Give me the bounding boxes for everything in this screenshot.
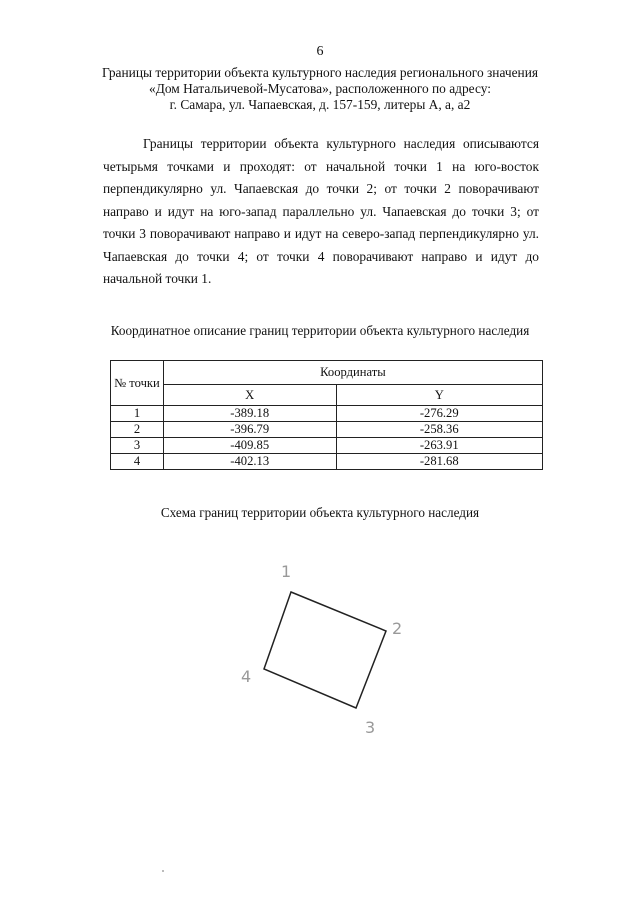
point-number-header: № точки [111, 361, 164, 406]
boundary-polygon [264, 592, 386, 708]
boundary-description: Границы территории объекта культурного наследия описываются четырьмя точками и проходят: от начальной точки 1 на юго-восток перпендикулярно ул. Чапаевская до точки 2; от точки 2 поворачивают направо и идут на юго-запад параллельно ул. Чапаевская до точки 3; от точки 3 поворачивают направо и идут на северо-запад перпендикулярно ул. Чапаевская до точки 4; от точки 4 поворачивают направо и идут до начальной точки 1. [103, 136, 539, 286]
page-number: 6 [316, 44, 324, 59]
x-cell: -389.18 [163, 406, 336, 422]
table-row [111, 454, 543, 470]
scan-speck [162, 870, 164, 872]
y-cell: -281.68 [336, 454, 543, 470]
document-title [60, 65, 580, 113]
table-caption: Координатное описание границ территории объекта культурного наследия [110, 323, 530, 338]
point-cell: 3 [111, 438, 164, 454]
point-label-1: 1 [281, 562, 292, 581]
y-cell: -276.29 [336, 406, 543, 422]
point-label-2: 2 [392, 619, 403, 638]
x-header: X [163, 385, 336, 406]
y-cell: -258.36 [336, 422, 543, 438]
point-label-3: 3 [365, 718, 376, 737]
x-cell: -409.85 [163, 438, 336, 454]
point-cell: 2 [111, 422, 164, 438]
title-line-2: «Дом Натальичевой-Мусатова», расположенного по адресу: [149, 81, 491, 96]
point-cell: 4 [111, 454, 164, 470]
boundary-scheme [225, 555, 425, 745]
scheme-caption: Схема границ территории объекта культурного наследия [160, 505, 480, 520]
y-header: Y [336, 385, 543, 406]
point-cell: 1 [111, 406, 164, 422]
title-line-1: Границы территории объекта культурного наследия регионального значения [101, 65, 539, 80]
x-cell: -402.13 [163, 454, 336, 470]
y-cell: -263.91 [336, 438, 543, 454]
title-line-3: г. Самара, ул. Чапаевская, д. 157-159, литеры А, а, а2 [169, 97, 471, 112]
table-row [111, 406, 543, 422]
x-cell: -396.79 [163, 422, 336, 438]
table-row [111, 422, 543, 438]
point-label-4: 4 [241, 667, 252, 686]
table-row [111, 438, 543, 454]
coordinates-table [110, 360, 543, 470]
coordinates-header: Координаты [163, 361, 542, 385]
